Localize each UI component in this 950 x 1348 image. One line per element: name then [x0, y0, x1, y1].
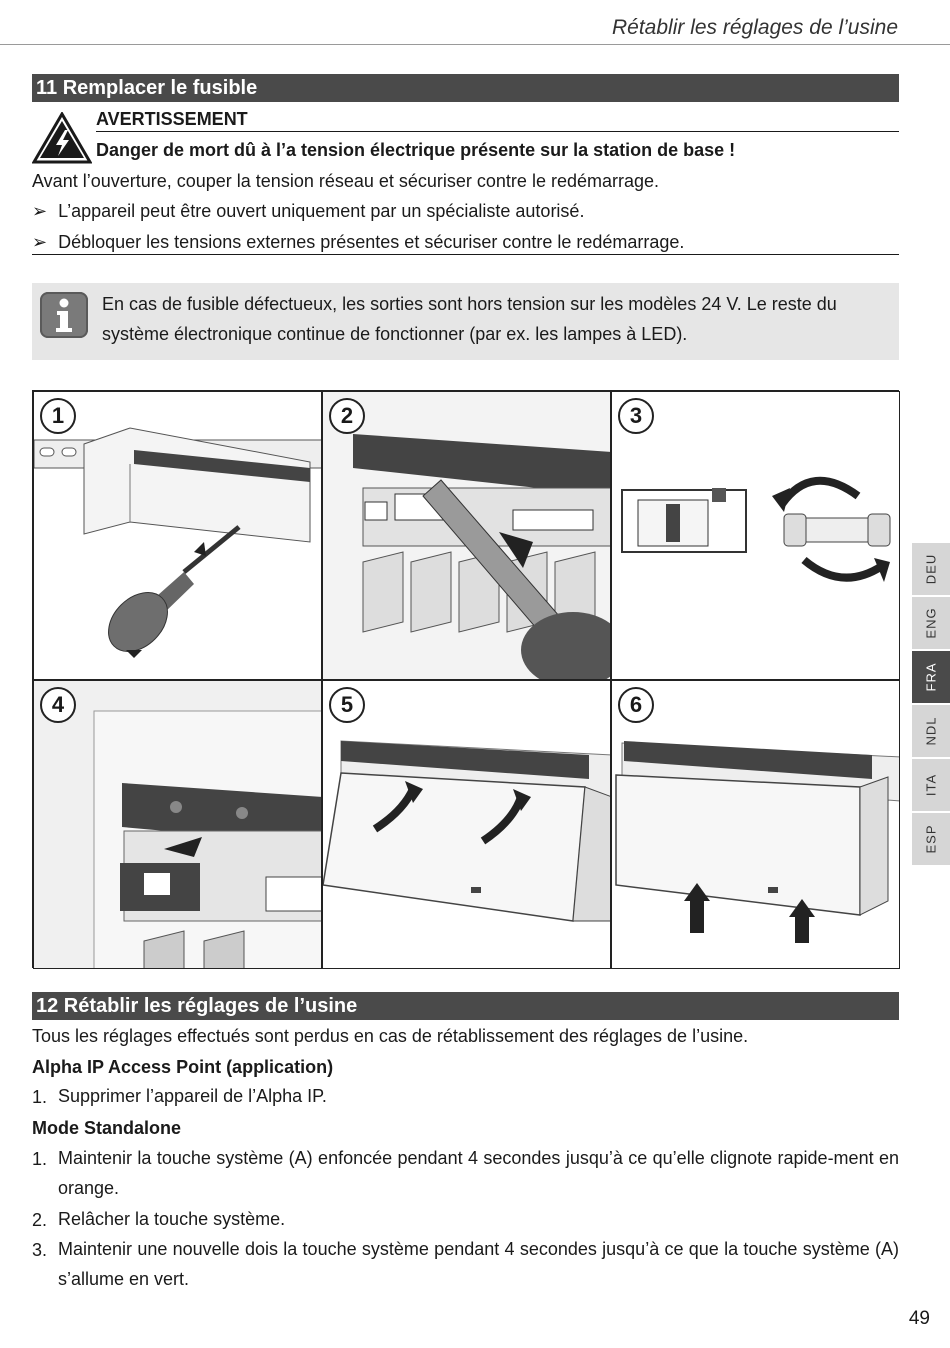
warning-headline: Danger de mort dû à l’a tension électrique présente sur la station de base ! — [96, 140, 736, 160]
list-item-number: 3. — [32, 1240, 48, 1260]
section-12-title: 12 Rétablir les réglages de l’usine — [32, 992, 899, 1020]
step-panel-4 — [33, 680, 322, 969]
list-item — [32, 1149, 899, 1209]
warning-intro: Avant l’ouverture, couper la tension réseau et sécuriser contre le redémarrage. — [32, 171, 660, 191]
step-panel-2 — [322, 391, 611, 680]
warning-triangle-icon — [32, 112, 92, 164]
swap-fuse-illustration — [612, 392, 900, 680]
bullet-arrow-icon: ➢ — [32, 232, 48, 252]
lang-tab-deu[interactable]: DEU — [912, 543, 950, 595]
list-item-number: 1. — [32, 1087, 48, 1107]
list-item-number: 2. — [32, 1210, 48, 1230]
step-panel-6 — [611, 680, 900, 969]
step-number: 2 — [329, 398, 365, 434]
bullet-text: Débloquer les tensions externes présentes et sécuriser contre le redémarrage. — [58, 232, 685, 252]
bullet-item — [32, 201, 584, 222]
lang-tab-esp[interactable]: ESP — [912, 813, 950, 865]
subsection-access-point-title: Alpha IP Access Point (application) — [32, 1057, 334, 1077]
section-12-intro: Tous les réglages effectués sont perdus en cas de rétablissement des réglages de l’usine. — [32, 1026, 749, 1046]
bullet-arrow-icon: ➢ — [32, 201, 48, 221]
language-tabs — [912, 543, 950, 867]
list-item-text: Relâcher la touche système. — [58, 1209, 286, 1229]
unscrew-cover-illustration — [34, 392, 322, 680]
step-panel-1 — [33, 391, 322, 680]
step-number: 6 — [618, 687, 654, 723]
list-item — [32, 1240, 899, 1300]
page-number: 49 — [908, 1308, 930, 1329]
bullet-item — [32, 232, 684, 253]
lang-tab-ita[interactable]: ITA — [912, 759, 950, 811]
step-number: 1 — [40, 398, 76, 434]
running-head: Rétablir les réglages de l’usine — [612, 16, 898, 39]
lang-tab-fra[interactable]: FRA — [912, 651, 950, 703]
lang-tab-eng[interactable]: ENG — [912, 597, 950, 649]
warning-label: AVERTISSEMENT — [96, 109, 248, 129]
list-item-number: 1. — [32, 1149, 48, 1169]
step-panel-5 — [322, 680, 611, 969]
step-number: 5 — [329, 687, 365, 723]
push-cover-up-illustration — [612, 681, 900, 969]
bullet-text: L’appareil peut être ouvert uniquement par un spécialiste autorisé. — [58, 201, 585, 221]
remove-fuse-holder-illustration — [323, 392, 611, 680]
insert-fuse-holder-illustration — [34, 681, 322, 969]
fuse-replacement-illustration — [32, 390, 899, 968]
info-box — [32, 283, 899, 360]
step-number: 3 — [618, 398, 654, 434]
list-item-text: Maintenir la touche système (A) enfoncée pendant 4 secondes jusqu’à ce qu’elle clignote rapide-ment en orange. — [58, 1148, 899, 1198]
step-panel-3 — [611, 391, 900, 680]
list-item-text: Maintenir une nouvelle dois la touche système pendant 4 secondes jusqu’à ce que la touche système (A) s’allume en vert. — [58, 1239, 899, 1289]
info-text-line2: système électronique continue de fonctionner (par ex. les lampes à LED). — [102, 324, 688, 344]
close-cover-illustration — [323, 681, 611, 969]
section-11-title: 11 Remplacer le fusible — [32, 74, 899, 102]
warning-end-rule — [32, 254, 899, 255]
info-icon — [40, 292, 88, 338]
subsection-standalone-title: Mode Standalone — [32, 1118, 182, 1138]
step-number: 4 — [40, 687, 76, 723]
list-item-text: Supprimer l’appareil de l’Alpha IP. — [58, 1086, 327, 1106]
warning-rule — [96, 131, 899, 132]
header-rule — [0, 44, 950, 45]
lang-tab-ndl[interactable]: NDL — [912, 705, 950, 757]
info-text-line1: En cas de fusible défectueux, les sorties sont hors tension sur les modèles 24 V. Le reste du — [102, 294, 837, 314]
list-item — [32, 1087, 899, 1117]
